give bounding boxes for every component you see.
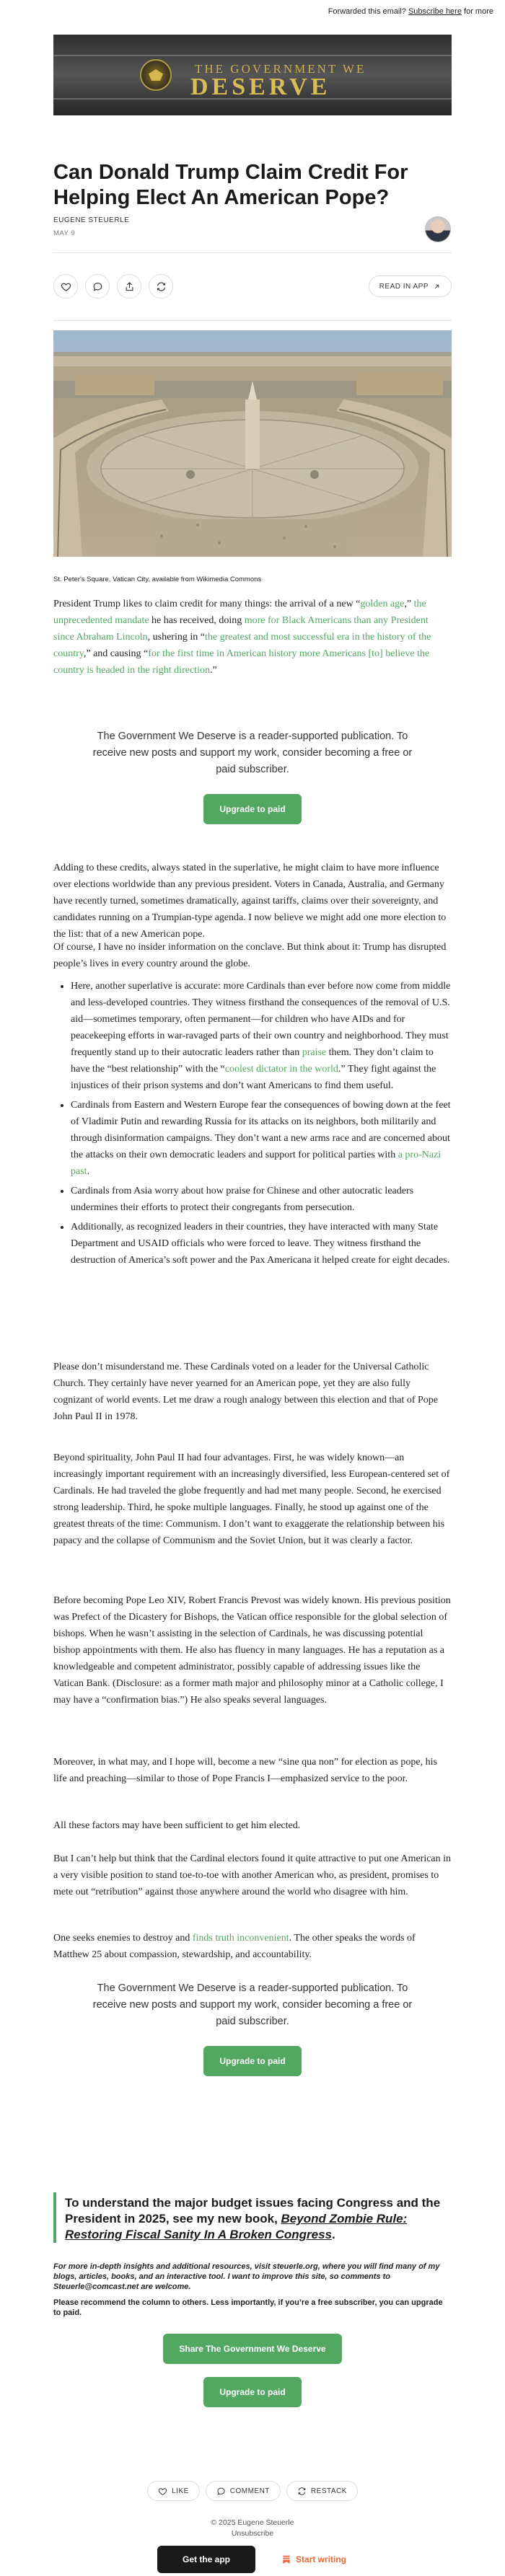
text-span: them. They don’t claim to have the “best relationship” with the “ (71, 1047, 434, 1075)
paragraph-9: But I can’t help but think that the Cardinal electors found it quite attractive to put one American in a very visible position to stand toe-to-toe with another American who, as president, promises to mete out “retribution” against those anywhere around the world who disagree with him. (53, 1853, 452, 1897)
text-span: To understand the major budget issues facing Congress and the President in 2025, see my new book, (65, 2196, 441, 2226)
divider (53, 320, 452, 321)
banner-rule (53, 55, 452, 56)
restack-label: RESTACK (310, 2487, 347, 2495)
share-icon (124, 281, 135, 292)
post-actions (53, 274, 452, 300)
list-item (71, 978, 452, 1094)
post-title[interactable]: Can Donald Trump Claim Credit For Helping Elect An American Pope? (53, 161, 408, 209)
restack-icon (297, 2487, 307, 2496)
share-publication-button[interactable]: Share The Government We Deserve (163, 2334, 341, 2364)
subscribe-link[interactable]: Subscribe here (408, 7, 462, 16)
paragraph-10 (53, 1930, 452, 1963)
text-span: . The other speaks the words of Matthew 25 about compassion, stewardship, and accountability. (53, 1933, 416, 1960)
resources-note: For more in-depth insights and additional resources, visit steuerle.org, where you will find many of my blogs, articles, books, and an interactive tool. I want to improve this site, so comments to Steuerle@comcast.net are welcome. (53, 2262, 440, 2291)
text-span: ,” and causing “ (83, 648, 149, 659)
start-writing-label: Start writing (295, 2554, 346, 2564)
start-writing-button[interactable] (264, 2546, 364, 2573)
link-truth-inconvenient[interactable]: finds truth inconvenient (192, 1933, 289, 1944)
text-span: President Trump likes to claim credit for many things: the arrival of a new “ (53, 599, 361, 609)
book-callout (53, 2192, 452, 2243)
text-span: . (87, 1166, 90, 1177)
paragraph-6: Before becoming Pope Leo XIV, Robert Francis Prevost was widely known. His previous position was Prefect of the Dicastery for Bishops, the Vatican office responsible for the global selection of bishops. When he wasn’t assisting in the selection of Cardinals, he was discussing potential bishop appointments with them. He also has fluency in many languages. He has a reputation as a knowledgeable and competent administrator, possibly capable of addressing issues like the Vatican Bank. (Disclosure: as a former math major and philosophy minor at a Catholic college, I may have a “confirmation bias.”) He also speaks several languages. (53, 1595, 451, 1706)
divider (53, 252, 452, 253)
comment-label: COMMENT (229, 2487, 270, 2495)
author-avatar[interactable] (425, 216, 451, 242)
footer-restack-button[interactable] (286, 2481, 358, 2501)
upgrade-to-paid-button[interactable]: Upgrade to paid (203, 794, 301, 824)
comment-icon (92, 281, 103, 292)
publication-banner[interactable] (53, 35, 452, 115)
st-peters-square-photo[interactable] (53, 330, 452, 557)
read-in-app-button[interactable] (369, 275, 452, 297)
banner-line-1: THE GOVERNMENT WE (195, 62, 366, 76)
forward-suffix: for more (464, 7, 493, 16)
bullet-list (53, 978, 452, 1271)
read-in-app-label: READ IN APP (379, 282, 429, 291)
subscribe-box (53, 1980, 452, 2076)
list-item (71, 1097, 452, 1180)
comment-icon (216, 2487, 226, 2496)
restack-icon (156, 281, 167, 292)
text-span: . (332, 2228, 335, 2241)
upgrade-to-paid-button[interactable]: Upgrade to paid (203, 2377, 301, 2407)
substack-logo-icon (281, 2554, 291, 2564)
link-pro-nazi-past[interactable]: a pro-Nazi past (71, 1150, 442, 1177)
text-span: ,” (404, 599, 414, 609)
link-black-americans[interactable]: more for Black Americans than any President since Abraham Lincoln (53, 615, 429, 643)
book-title-link[interactable]: Beyond Zombie Rule: Restoring Fiscal Sanity In A Broken Congress (65, 2212, 408, 2241)
restack-button[interactable] (149, 274, 173, 299)
paragraph-1 (53, 596, 452, 679)
text-span: , ushering in “ (147, 632, 205, 643)
text-span: .” They fight against the injustices of their prison systems and don’t want Americans to find them useful. (71, 1064, 436, 1091)
upgrade-to-paid-button[interactable]: Upgrade to paid (203, 2046, 301, 2076)
eagle-emblem-icon (140, 59, 172, 91)
subscribe-text: The Government We Deserve is a reader-supported publication. To receive new posts and support my work, consider becoming a free or paid subscriber. (92, 731, 413, 775)
like-label: LIKE (172, 2487, 189, 2495)
banner-line-2: DESERVE (190, 74, 331, 100)
list-item: • Additionally, as recognized leaders in their countries, they have interacted with many State Department and USAID officials who were forced to leave. They witness firsthand the destruction of America’s soft power and the Pax Americana it helped create for eight decades. (71, 1219, 452, 1269)
forward-notice (328, 7, 493, 16)
forward-text: Forwarded this email? (328, 7, 406, 16)
comment-button[interactable] (85, 274, 110, 299)
arrow-up-right-icon (433, 283, 441, 291)
footer-like-button[interactable] (147, 2481, 200, 2501)
heart-icon (61, 281, 71, 292)
link-praise[interactable]: praise (302, 1047, 327, 1058)
text-span: .” (209, 665, 217, 676)
unsubscribe-link[interactable]: Unsubscribe (231, 2529, 274, 2538)
post-date: MAY 9 (53, 229, 76, 237)
like-button[interactable] (53, 274, 78, 299)
footer-actions (53, 2481, 452, 2502)
paragraph-7: Moreover, in what may, and I hope will, become a new “sine qua non” for election as pope, his life and preaching—similar to those of Pope Francis I—emphasized service to the poor. (53, 1757, 437, 1784)
get-the-app-button[interactable]: Get the app (157, 2546, 255, 2573)
paragraph-8: All these factors may have been sufficient to get him elected. (53, 1820, 301, 1831)
link-golden-age[interactable]: golden age (360, 599, 405, 609)
subscribe-box (53, 728, 452, 824)
share-button[interactable] (117, 274, 141, 299)
text-span: Cardinals from Eastern and Western Europe fear the consequences of bowing down at the feet of Vladimir Putin and rewarding Russia for its attacks on its neighbors, both militarily and through disinformation campaigns. They don’t want a new arms race and are concerned about the attacks on their own democratic leaders and support for political parties with (71, 1100, 451, 1160)
heart-icon (158, 2487, 167, 2496)
list-item: • Cardinals from Asia worry about how praise for Chinese and other autocratic leaders undermines their efforts to protect their congregants from persecution. (71, 1183, 452, 1216)
paragraph-3: Of course, I have no insider information on the conclave. But think about it: Trump has disrupted people’s lives in every country around the globe. (53, 942, 447, 969)
subscribe-text: The Government We Deserve is a reader-supported publication. To receive new posts and support my work, consider becoming a free or paid subscriber. (92, 1982, 413, 2027)
share-row (53, 2334, 452, 2364)
upgrade-row (53, 2377, 452, 2407)
paragraph-4: Please don’t misunderstand me. These Cardinals voted on a leader for the Universal Catholic Church. They certainly have never yearned for an American pope, yet they are also fully cognizant of world events. Let me draw a rough analogy between this election and that of Pope John Paul II in 1978. (53, 1362, 438, 1422)
text-span: One seeks enemies to destroy and (53, 1933, 193, 1944)
text-span: Here, another superlative is accurate: more Cardinals than ever before now come from middle and less-developed countries. They witness firsthand the consequences of the removal of U.S. aid—sometimes temporary, often permanent—for children who have AIDs and for peacekeeping efforts in war-ravaged parts of their own country and neighborhood. They must frequently stand up to their autocratic leaders rather than (71, 981, 451, 1058)
text-span: he has received, doing (149, 615, 245, 626)
image-caption: St. Peter's Square, Vatican City, available from Wikimedia Commons (53, 575, 262, 583)
recommend-note: Please recommend the column to others. Less importantly, if you’re a free subscriber, you can upgrade to paid. (53, 2298, 443, 2317)
link-unprecedented-mandate[interactable]: the unprecedented mandate (53, 599, 426, 626)
author-name[interactable]: EUGENE STEUERLE (53, 216, 130, 224)
link-greatest-era[interactable]: the greatest and most successful era in the history of the country (53, 632, 431, 659)
copyright: © 2025 Eugene Steuerle (211, 2518, 294, 2527)
link-coolest-dictator[interactable]: coolest dictator in the world (224, 1064, 338, 1075)
book-text (65, 2195, 452, 2243)
link-right-direction[interactable]: for the first time in American history more Americans [to] believe the country is headed in the right direction (53, 648, 430, 676)
footer-comment-button[interactable] (206, 2481, 281, 2501)
paragraph-2: Adding to these credits, always stated in the superlative, he might claim to have more influence over elections worldwide than any previous president. Voters in Canada, Australia, and Germany have recently turned, sometimes dramatically, against tariffs, claims over their sovereignty, and candidates running on a Trumpian-type agenda. I now believe we might add one more election to the list: that of a new American pope. (53, 863, 447, 940)
paragraph-5: Beyond spirituality, John Paul II had four advantages. First, he was widely known—an increasingly important requirement with an increasingly diversified, less European-centered set of Cardinals. He had traveled the globe frequently and had met many people. Second, he exercised strong leadership. Third, he spoke multiple languages. Finally, he stood up against one of the greatest threats of the time: Communism. I don’t want to exaggerate the relationship between his papacy and the collapse of Communism and the Soviet Union, but it was clearly a factor. (53, 1452, 450, 1546)
